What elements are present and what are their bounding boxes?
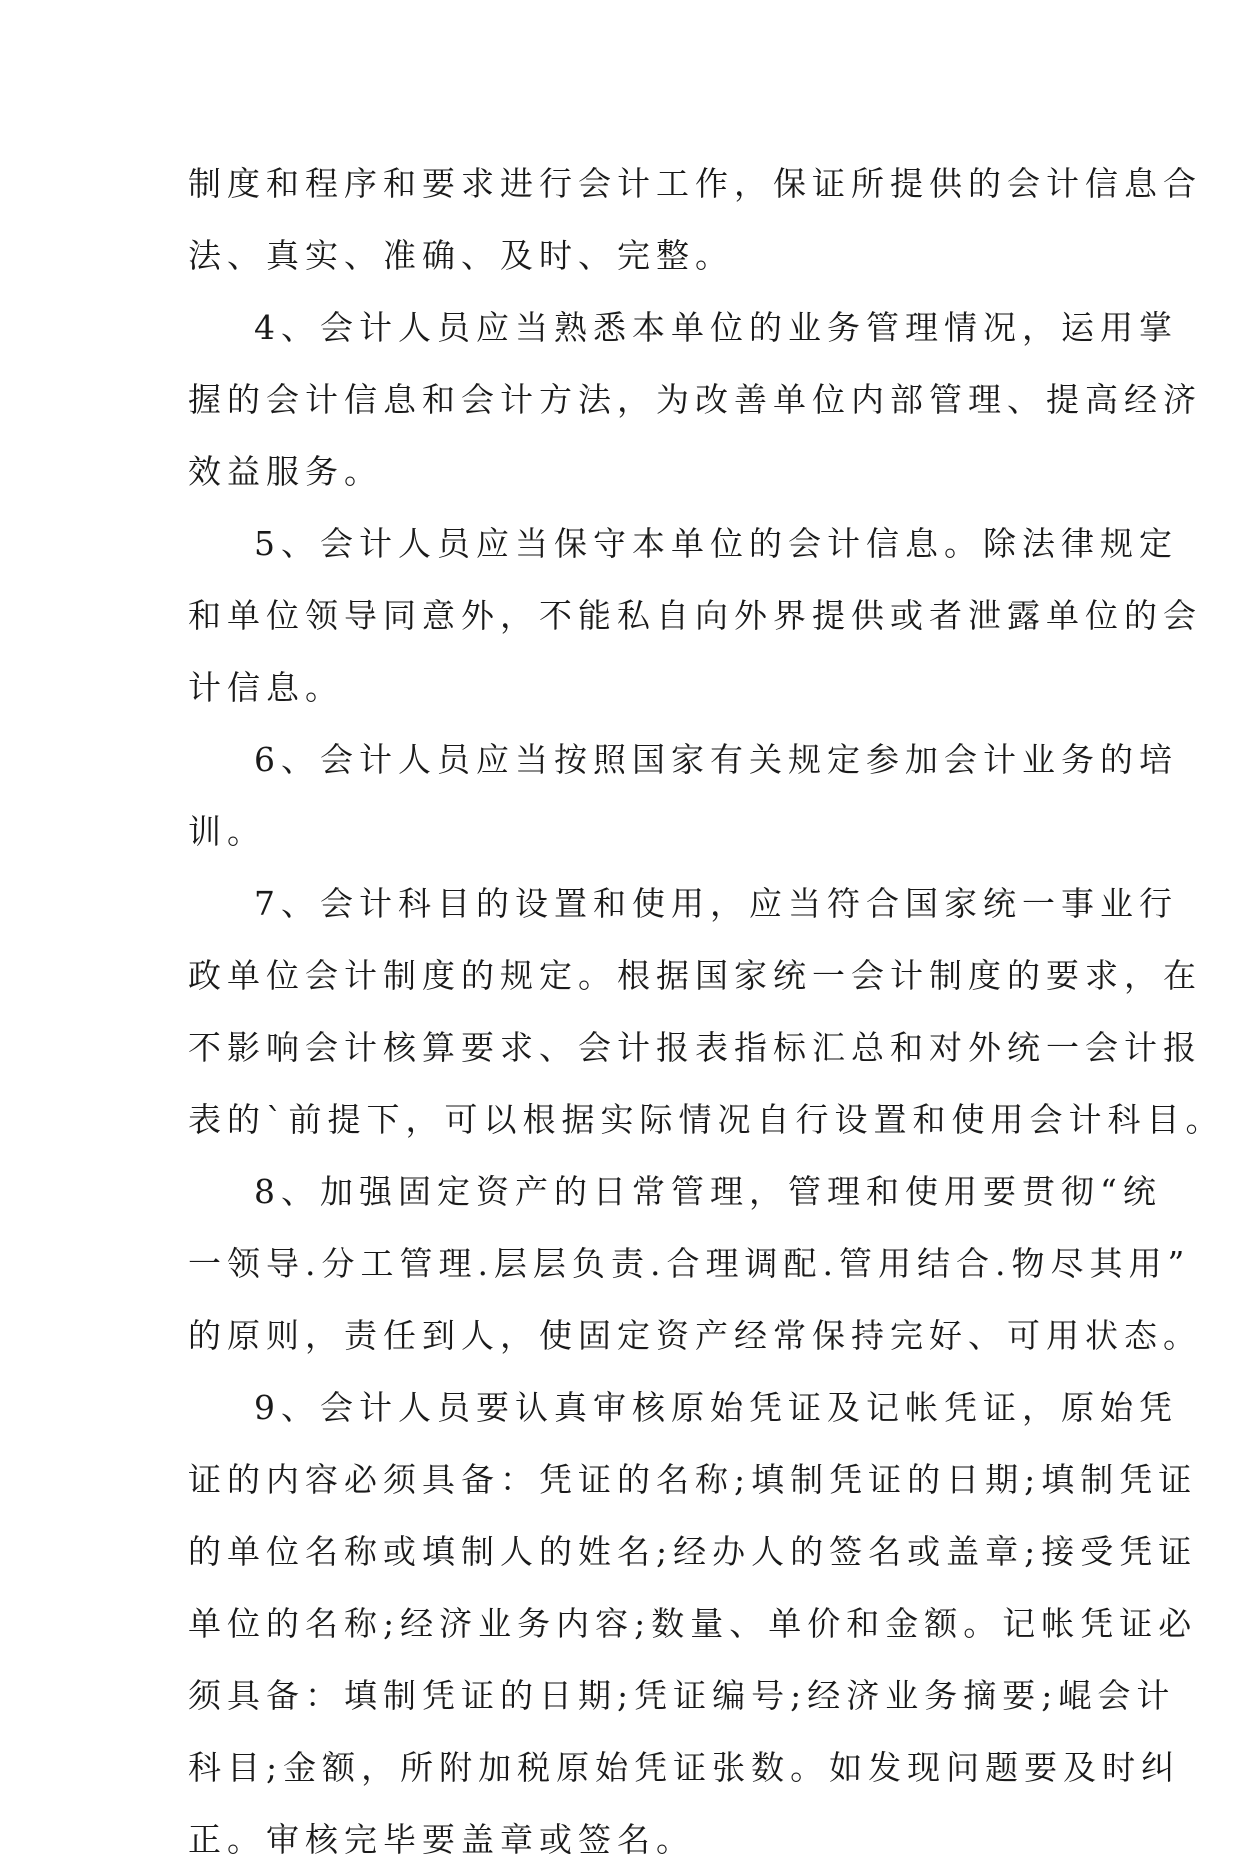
text-line: 表的`前提下，可以根据实际情况自行设置和使用会计科目。 [188,1100,1225,1139]
text-line: 政单位会计制度的规定。根据国家统一会计制度的要求，在 [188,956,1202,995]
text-line: 的单位名称或填制人的姓名;经办人的签名或盖章;接受凭证 [188,1532,1198,1571]
text-line: 证的内容必须具备：凭证的名称;填制凭证的日期;填制凭证 [188,1460,1198,1499]
text-line: 须具备：填制凭证的日期;凭证编号;经济业务摘要;崐会计 [188,1676,1176,1715]
paragraph-start-line: 8、加强固定资产的日常管理，管理和使用要贯彻“统 [254,1172,1162,1211]
text-line: 不影响会计核算要求、会计报表指标汇总和对外统一会计报 [188,1028,1202,1067]
text-line: 制度和程序和要求进行会计工作，保证所提供的会计信息合 [188,164,1202,203]
text-line: 科目;金额，所附加税原始凭证张数。如发现问题要及时纠 [188,1748,1181,1787]
paragraph-start-line: 6、会计人员应当按照国家有关规定参加会计业务的培 [254,740,1178,779]
text-line: 正。审核完毕要盖章或签名。 [188,1820,695,1859]
text-line: 的原则，责任到人，使固定资产经常保持完好、可用状态。 [188,1316,1202,1355]
document-body [188,148,1225,1876]
paragraph-start-line: 4、会计人员应当熟悉本单位的业务管理情况，运用掌 [254,308,1178,347]
text-line: 和单位领导同意外，不能私自向外界提供或者泄露单位的会 [188,596,1202,635]
paragraph-start-line: 5、会计人员应当保守本单位的会计信息。除法律规定 [254,524,1178,563]
text-line: 效益服务。 [188,452,383,491]
text-line: 握的会计信息和会计方法，为改善单位内部管理、提高经济 [188,380,1202,419]
paragraph-start-line: 7、会计科目的设置和使用，应当符合国家统一事业行 [254,884,1178,923]
text-line: 一领导.分工管理.层层负责.合理调配.管用结合.物尽其用” [188,1244,1191,1283]
text-line: 训。 [188,812,266,851]
text-line: 计信息。 [188,668,344,707]
paragraph-start-line: 9、会计人员要认真审核原始凭证及记帐凭证，原始凭 [254,1388,1178,1427]
text-line: 单位的名称;经济业务内容;数量、单价和金额。记帐凭证必 [188,1604,1198,1643]
text-line: 法、真实、准确、及时、完整。 [188,236,734,275]
